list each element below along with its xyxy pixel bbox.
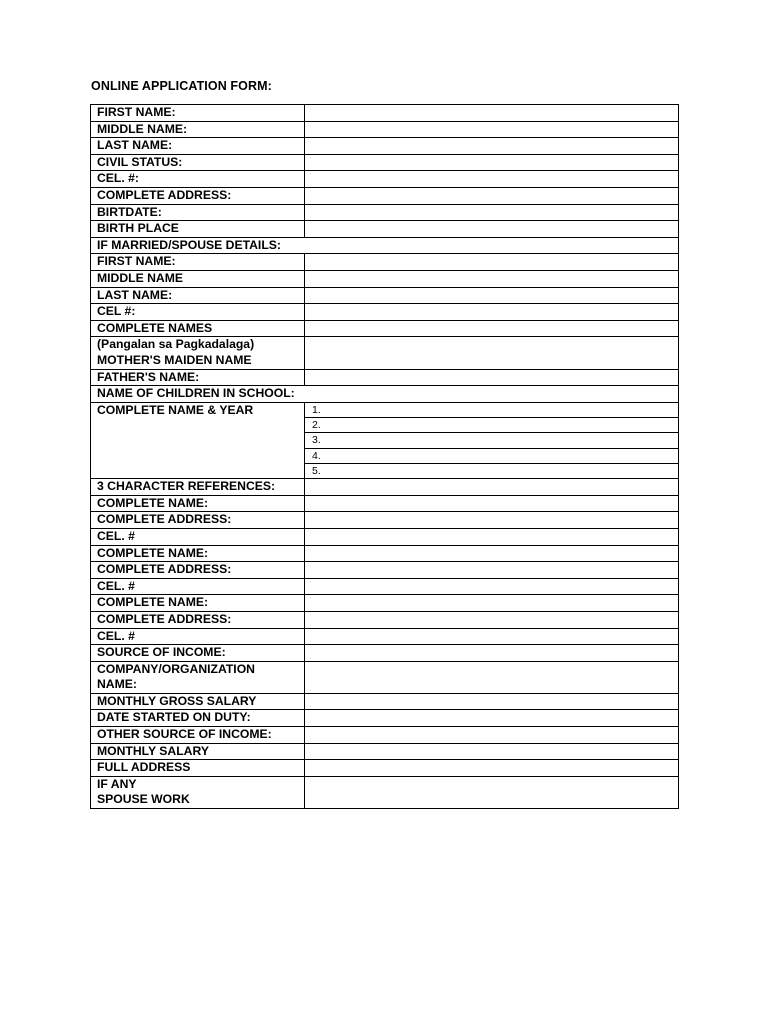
spouse-first-name-label: FIRST NAME: — [91, 254, 305, 271]
ref3-address-field[interactable] — [305, 611, 679, 628]
table-row — [91, 105, 679, 122]
table-row — [91, 611, 679, 628]
pangalan-label-line: (Pangalan sa Pagkadalaga) — [97, 337, 255, 352]
first-name-field[interactable] — [305, 105, 679, 122]
ref3-cel-label: CEL. # — [91, 628, 305, 645]
spouse-work-field[interactable] — [305, 776, 679, 808]
children-header: NAME OF CHILDREN IN SCHOOL: — [91, 386, 679, 403]
birth-place-label: BIRTH PLACE — [91, 221, 305, 238]
table-row — [91, 204, 679, 221]
full-address-field[interactable] — [305, 760, 679, 777]
company-name-field[interactable] — [305, 661, 679, 693]
character-references-field[interactable] — [305, 479, 679, 496]
ref2-name-label: COMPLETE NAME: — [91, 545, 305, 562]
ref2-address-label: COMPLETE ADDRESS: — [91, 562, 305, 579]
other-source-field[interactable] — [305, 727, 679, 744]
table-row — [91, 693, 679, 710]
spouse-middle-name-label: MIDDLE NAME — [91, 270, 305, 287]
table-row — [91, 661, 679, 693]
company-name-label — [91, 661, 305, 693]
table-row — [91, 138, 679, 155]
complete-address-field[interactable] — [305, 187, 679, 204]
ref2-name-field[interactable] — [305, 545, 679, 562]
table-row — [91, 727, 679, 744]
table-row — [91, 187, 679, 204]
other-source-label: OTHER SOURCE OF INCOME: — [91, 727, 305, 744]
page-title: ONLINE APPLICATION FORM: — [91, 79, 272, 93]
table-row — [91, 121, 679, 138]
monthly-salary-label: MONTHLY SALARY — [91, 743, 305, 760]
monthly-gross-salary-label: MONTHLY GROSS SALARY — [91, 693, 305, 710]
monthly-salary-field[interactable] — [305, 743, 679, 760]
table-row — [91, 710, 679, 727]
birthdate-field[interactable] — [305, 204, 679, 221]
table-row — [91, 221, 679, 238]
table-row — [91, 154, 679, 171]
ref2-cel-field[interactable] — [305, 578, 679, 595]
civil-status-label: CIVIL STATUS: — [91, 154, 305, 171]
monthly-gross-salary-field[interactable] — [305, 693, 679, 710]
table-row — [91, 512, 679, 529]
source-of-income-label: SOURCE OF INCOME: — [91, 645, 305, 662]
if-any-line: IF ANY — [97, 776, 137, 791]
table-row — [91, 495, 679, 512]
last-name-label: LAST NAME: — [91, 138, 305, 155]
application-form-table — [90, 104, 679, 809]
company-name-line: NAME: — [97, 677, 137, 692]
fathers-name-label: FATHER'S NAME: — [91, 369, 305, 386]
ref1-name-field[interactable] — [305, 495, 679, 512]
table-row — [91, 743, 679, 760]
spouse-middle-name-field[interactable] — [305, 270, 679, 287]
child-3-field[interactable]: 3. — [305, 433, 679, 448]
table-row — [91, 578, 679, 595]
source-of-income-field[interactable] — [305, 645, 679, 662]
table-row — [91, 545, 679, 562]
table-row — [91, 287, 679, 304]
table-row — [91, 402, 679, 417]
ref2-address-field[interactable] — [305, 562, 679, 579]
first-name-label: FIRST NAME: — [91, 105, 305, 122]
table-row — [91, 369, 679, 386]
table-row — [91, 645, 679, 662]
mothers-maiden-name-line: MOTHER'S MAIDEN NAME — [97, 352, 252, 367]
ref1-address-label: COMPLETE ADDRESS: — [91, 512, 305, 529]
ref3-name-label: COMPLETE NAME: — [91, 595, 305, 612]
ref1-cel-field[interactable] — [305, 528, 679, 545]
table-row — [91, 237, 679, 254]
character-references-header: 3 CHARACTER REFERENCES: — [91, 479, 305, 496]
mothers-maiden-name-field[interactable] — [305, 337, 679, 369]
complete-names-label: COMPLETE NAMES — [91, 320, 305, 337]
middle-name-field[interactable] — [305, 121, 679, 138]
table-row — [91, 479, 679, 496]
birthdate-label: BIRTDATE: — [91, 204, 305, 221]
spouse-last-name-field[interactable] — [305, 287, 679, 304]
spouse-last-name-label: LAST NAME: — [91, 287, 305, 304]
table-row — [91, 171, 679, 188]
table-row — [91, 628, 679, 645]
table-row — [91, 270, 679, 287]
ref3-cel-field[interactable] — [305, 628, 679, 645]
birth-place-field[interactable] — [305, 221, 679, 238]
ref3-address-label: COMPLETE ADDRESS: — [91, 611, 305, 628]
table-row — [91, 254, 679, 271]
mothers-maiden-name-label — [91, 337, 305, 369]
spouse-work-line: SPOUSE WORK — [97, 792, 190, 807]
spouse-work-label — [91, 776, 305, 808]
full-address-label: FULL ADDRESS — [91, 760, 305, 777]
cel-field[interactable] — [305, 171, 679, 188]
middle-name-label: MIDDLE NAME: — [91, 121, 305, 138]
civil-status-field[interactable] — [305, 154, 679, 171]
table-row — [91, 304, 679, 321]
last-name-field[interactable] — [305, 138, 679, 155]
company-label-line: COMPANY/ORGANIZATION — [97, 661, 255, 676]
ref1-address-field[interactable] — [305, 512, 679, 529]
cel-label: CEL. #: — [91, 171, 305, 188]
table-row — [91, 386, 679, 403]
table-row — [91, 776, 679, 808]
spouse-details-header: IF MARRIED/SPOUSE DETAILS: — [91, 237, 679, 254]
fathers-name-field[interactable] — [305, 369, 679, 386]
ref1-name-label: COMPLETE NAME: — [91, 495, 305, 512]
date-started-label: DATE STARTED ON DUTY: — [91, 710, 305, 727]
table-row — [91, 320, 679, 337]
table-row — [91, 595, 679, 612]
spouse-first-name-field[interactable] — [305, 254, 679, 271]
ref1-cel-label: CEL. # — [91, 528, 305, 545]
ref2-cel-label: CEL. # — [91, 578, 305, 595]
table-row — [91, 562, 679, 579]
child-2-field[interactable]: 2. — [305, 417, 679, 432]
child-1-field[interactable]: 1. — [305, 402, 679, 417]
complete-names-field[interactable] — [305, 320, 679, 337]
complete-address-label: COMPLETE ADDRESS: — [91, 187, 305, 204]
date-started-field[interactable] — [305, 710, 679, 727]
table-row — [91, 528, 679, 545]
child-4-field[interactable]: 4. — [305, 448, 679, 463]
table-row — [91, 760, 679, 777]
table-row — [91, 337, 679, 369]
complete-name-year-label: COMPLETE NAME & YEAR — [91, 402, 305, 478]
child-5-field[interactable]: 5. — [305, 463, 679, 478]
spouse-cel-label: CEL #: — [91, 304, 305, 321]
spouse-cel-field[interactable] — [305, 304, 679, 321]
ref3-name-field[interactable] — [305, 595, 679, 612]
